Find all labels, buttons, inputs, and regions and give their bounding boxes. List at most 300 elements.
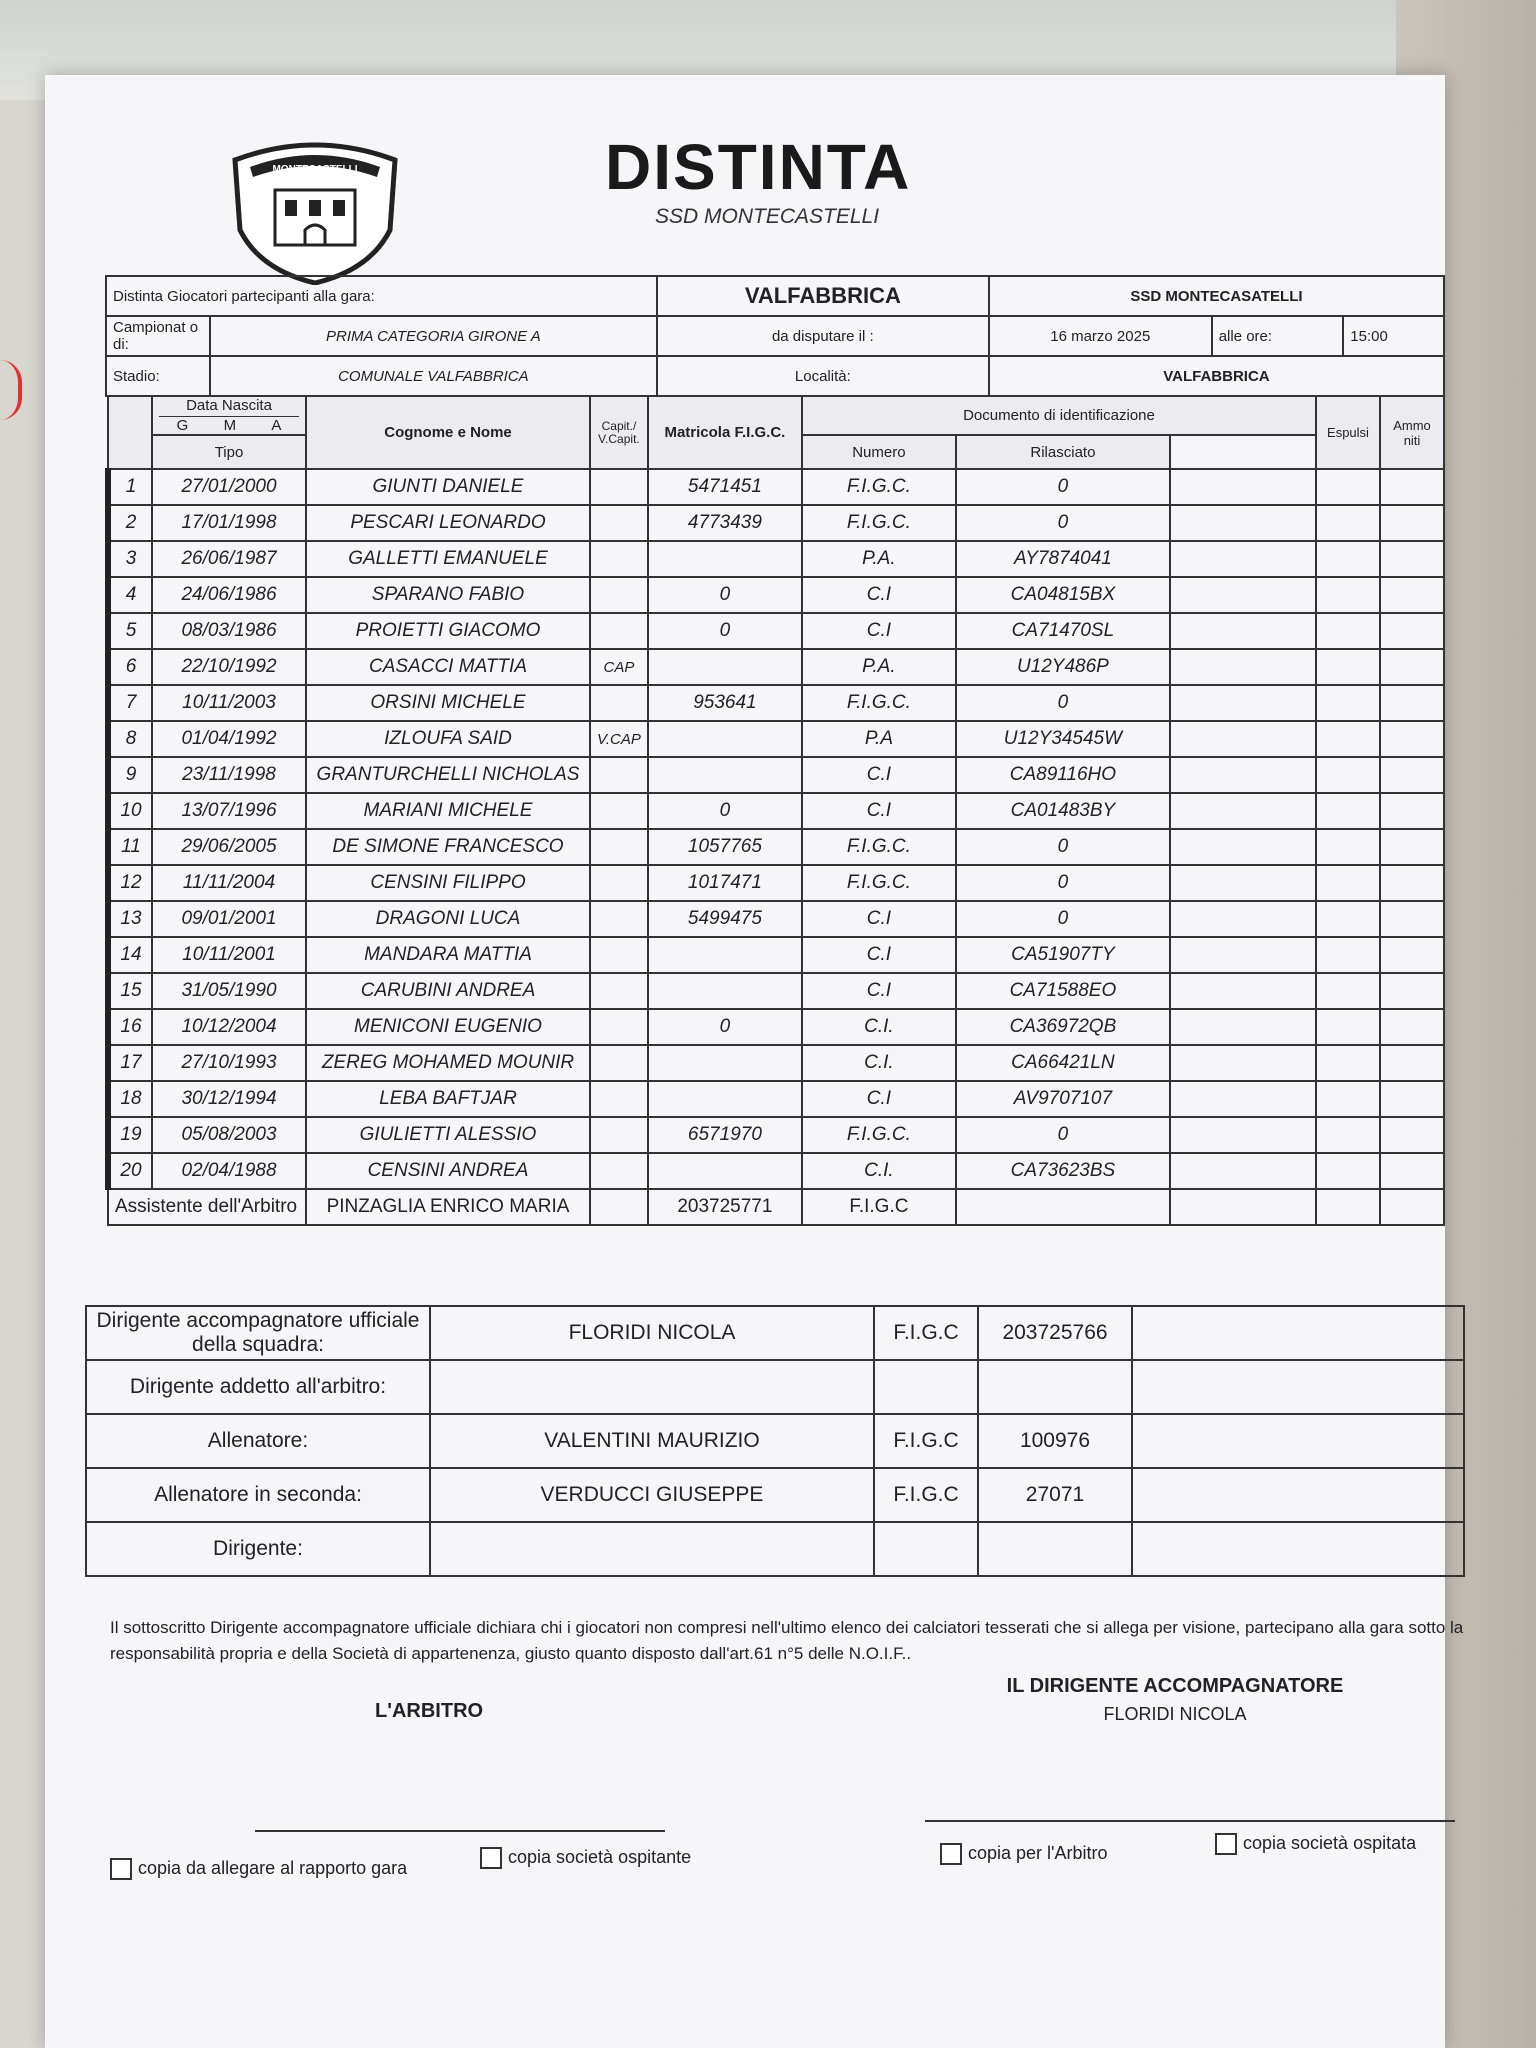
player-doc-number: CA51907TY [956,937,1170,973]
player-espulsi [1316,1045,1380,1081]
player-name: SPARANO FABIO [306,577,590,613]
player-ammoniti [1380,865,1444,901]
staff-row [86,1414,1464,1468]
player-name: ORSINI MICHELE [306,685,590,721]
player-doc-number: 0 [956,901,1170,937]
player-espulsi [1316,613,1380,649]
player-name: CASACCI MATTIA [306,649,590,685]
player-ammoniti [1380,613,1444,649]
player-captain [590,757,648,793]
player-ammoniti [1380,1045,1444,1081]
player-matricola: 0 [648,793,802,829]
staff-extra [1132,1306,1464,1360]
player-captain [590,1081,648,1117]
player-doc-type: F.I.G.C. [802,829,956,865]
player-rilasciato [1170,649,1316,685]
player-ammoniti [1380,757,1444,793]
player-birthdate: 10/11/2003 [152,685,306,721]
col-rilasciato: Rilasciato [956,435,1170,469]
player-espulsi [1316,685,1380,721]
player-matricola: 1057765 [648,829,802,865]
player-birthdate: 11/11/2004 [152,865,306,901]
player-espulsi [1316,973,1380,1009]
player-matricola: 4773439 [648,505,802,541]
player-rilasciato [1170,1045,1316,1081]
player-doc-type: C.I [802,577,956,613]
player-name: IZLOUFA SAID [306,721,590,757]
player-number: 17 [108,1045,152,1081]
player-ammoniti [1380,1153,1444,1189]
table-row [108,613,1444,649]
table-row [108,505,1444,541]
player-doc-number: AY7874041 [956,541,1170,577]
player-doc-number: 0 [956,829,1170,865]
player-espulsi [1316,469,1380,505]
col-nome: Cognome e Nome [306,396,590,469]
player-number: 5 [108,613,152,649]
player-matricola: 0 [648,1009,802,1045]
player-captain [590,1117,648,1153]
table-row [108,937,1444,973]
player-espulsi [1316,649,1380,685]
player-ammoniti [1380,901,1444,937]
declaration-text: Il sottoscritto Dirigente accompagnatore ufficiale dichiara chi i giocatori non compresi nell'ultimo elenco dei calciatori tesserati che si allega per visione, partecipano alla gara sotto la responsabilità propria e della Società di appartenenza, giusto quanto disposto dall'art.61 n°5 delle N.O.I.F.. [110,1618,1464,1663]
player-espulsi [1316,721,1380,757]
staff-doc-number: 203725766 [978,1306,1132,1360]
player-name: GRANTURCHELLI NICHOLAS [306,757,590,793]
player-ammoniti [1380,937,1444,973]
player-doc-type: F.I.G.C. [802,865,956,901]
player-name: PESCARI LEONARDO [306,505,590,541]
player-number: 18 [108,1081,152,1117]
arbitro-signature-line [255,1830,665,1832]
stadio-value: COMUNALE VALFABBRICA [210,356,657,396]
player-captain [590,793,648,829]
time-label: alle ore: [1212,316,1344,356]
staff-row [86,1360,1464,1414]
player-captain [590,685,648,721]
player-doc-number: U12Y486P [956,649,1170,685]
player-name: CARUBINI ANDREA [306,973,590,1009]
staff-extra [1132,1468,1464,1522]
player-doc-type: C.I [802,937,956,973]
player-number: 11 [108,829,152,865]
staff-doc-type: F.I.G.C [874,1468,978,1522]
player-matricola: 5471451 [648,469,802,505]
player-rilasciato [1170,829,1316,865]
player-matricola [648,1153,802,1189]
checkbox-ospitata[interactable]: copia società ospitata [1215,1833,1416,1855]
staff-name: VALENTINI MAURIZIO [430,1414,874,1468]
dirigente-signature-line [925,1820,1455,1822]
localita-value: VALFABBRICA [989,356,1444,396]
staff-doc-type: F.I.G.C [874,1414,978,1468]
player-doc-type: C.I. [802,1009,956,1045]
staff-doc-number: 100976 [978,1414,1132,1468]
match-header-table [105,275,1445,397]
staff-doc-number [978,1522,1132,1576]
col-espulsi: Espulsi [1316,396,1380,469]
player-number: 9 [108,757,152,793]
player-rilasciato [1170,613,1316,649]
player-birthdate: 08/03/1986 [152,613,306,649]
player-ammoniti [1380,1081,1444,1117]
player-birthdate: 27/10/1993 [152,1045,306,1081]
player-number: 19 [108,1117,152,1153]
table-row [108,685,1444,721]
players-table [105,395,1445,1226]
player-birthdate: 05/08/2003 [152,1117,306,1153]
checkbox-icon [940,1843,962,1865]
player-rilasciato [1170,757,1316,793]
distinta-sheet [45,75,1464,2048]
date-label: da disputare il : [657,316,989,356]
table-row [108,541,1444,577]
crest-text: MONTECASTELLI [272,164,358,175]
table-row [108,793,1444,829]
assistant-label: Assistente dell'Arbitro [108,1189,306,1225]
player-captain: V.CAP [590,721,648,757]
player-espulsi [1316,793,1380,829]
player-birthdate: 13/07/1996 [152,793,306,829]
player-ammoniti [1380,973,1444,1009]
staff-extra [1132,1522,1464,1576]
player-doc-type: C.I [802,1081,956,1117]
dirigente-name: FLORIDI NICOLA [1103,1704,1247,1724]
player-espulsi [1316,577,1380,613]
player-doc-type: P.A [802,721,956,757]
staff-doc-type [874,1522,978,1576]
player-ammoniti [1380,685,1444,721]
player-ammoniti [1380,649,1444,685]
document-title: DISTINTA [605,131,912,203]
checkbox-icon [110,1858,132,1880]
player-ammoniti [1380,829,1444,865]
table-row [108,1009,1444,1045]
player-ammoniti [1380,721,1444,757]
home-team: VALFABBRICA [657,276,989,316]
player-doc-number: 0 [956,1117,1170,1153]
col-tipo: Tipo [152,435,306,469]
col-numero: Numero [802,435,956,469]
player-rilasciato [1170,1081,1316,1117]
table-row [108,721,1444,757]
red-cord [0,360,22,420]
player-matricola: 0 [648,613,802,649]
player-matricola: 1017471 [648,865,802,901]
assistant-tipo: F.I.G.C [802,1189,956,1225]
player-doc-number: CA01483BY [956,793,1170,829]
player-birthdate: 30/12/1994 [152,1081,306,1117]
staff-role: Dirigente: [86,1522,430,1576]
player-doc-type: F.I.G.C. [802,505,956,541]
checkbox-icon [1215,1833,1237,1855]
player-birthdate: 22/10/1992 [152,649,306,685]
player-name: DE SIMONE FRANCESCO [306,829,590,865]
col-data-nascita: Data Nascita G M A [152,396,306,435]
player-captain [590,901,648,937]
staff-doc-number [978,1360,1132,1414]
staff-name: FLORIDI NICOLA [430,1306,874,1360]
staff-name: VERDUCCI GIUSEPPE [430,1468,874,1522]
dirigente-signature-label: IL DIRIGENTE ACCOMPAGNATORE FLORIDI NICOLA [975,1675,1375,1725]
player-captain [590,973,648,1009]
table-row [108,757,1444,793]
player-doc-number: CA04815BX [956,577,1170,613]
staff-row [86,1468,1464,1522]
player-birthdate: 10/11/2001 [152,937,306,973]
player-birthdate: 09/01/2001 [152,901,306,937]
player-rilasciato [1170,577,1316,613]
player-doc-type: F.I.G.C. [802,1117,956,1153]
player-captain [590,1045,648,1081]
player-name: ZEREG MOHAMED MOUNIR [306,1045,590,1081]
player-espulsi [1316,1117,1380,1153]
localita-label: Località: [657,356,989,396]
player-doc-number: CA71588EO [956,973,1170,1009]
player-name: MANDARA MATTIA [306,937,590,973]
col-ammoniti: Ammo niti [1380,396,1444,469]
player-espulsi [1316,829,1380,865]
player-captain [590,505,648,541]
player-name: CENSINI ANDREA [306,1153,590,1189]
player-espulsi [1316,541,1380,577]
table-row [108,1081,1444,1117]
player-ammoniti [1380,1117,1444,1153]
player-birthdate: 01/04/1992 [152,721,306,757]
table-row [108,1117,1444,1153]
player-doc-type: C.I. [802,1045,956,1081]
player-name: MARIANI MICHELE [306,793,590,829]
player-doc-type: P.A. [802,541,956,577]
player-birthdate: 26/06/1987 [152,541,306,577]
player-doc-number: CA66421LN [956,1045,1170,1081]
player-rilasciato [1170,865,1316,901]
checkbox-icon [480,1847,502,1869]
player-ammoniti [1380,577,1444,613]
player-ammoniti [1380,541,1444,577]
player-rilasciato [1170,541,1316,577]
player-doc-number: CA73623BS [956,1153,1170,1189]
player-espulsi [1316,865,1380,901]
player-doc-number: AV9707107 [956,1081,1170,1117]
time-value: 15:00 [1343,316,1444,356]
player-doc-type: C.I [802,973,956,1009]
player-birthdate: 27/01/2000 [152,469,306,505]
player-matricola: 0 [648,577,802,613]
player-ammoniti [1380,469,1444,505]
player-captain [590,613,648,649]
player-doc-type: F.I.G.C. [802,685,956,721]
col-matricola: Matricola F.I.G.C. [648,396,802,469]
player-name: CENSINI FILIPPO [306,865,590,901]
player-rilasciato [1170,901,1316,937]
staff-role: Allenatore: [86,1414,430,1468]
table-row [108,829,1444,865]
table-row [108,973,1444,1009]
stadio-label: Stadio: [106,356,210,396]
player-number: 10 [108,793,152,829]
checkbox-rapporto[interactable]: copia da allegare al rapporto gara [110,1858,407,1880]
player-matricola [648,757,802,793]
player-doc-type: C.I. [802,1153,956,1189]
player-number: 7 [108,685,152,721]
table-row [108,901,1444,937]
player-captain [590,937,648,973]
staff-extra [1132,1360,1464,1414]
player-ammoniti [1380,1009,1444,1045]
player-name: GIULIETTI ALESSIO [306,1117,590,1153]
staff-doc-type [874,1360,978,1414]
staff-row [86,1522,1464,1576]
player-name: GALLETTI EMANUELE [306,541,590,577]
player-doc-type: C.I [802,901,956,937]
assistant-name: PINZAGLIA ENRICO MARIA [306,1189,590,1225]
campionato-label: Campionat o di: [106,316,210,356]
table-row [108,577,1444,613]
player-rilasciato [1170,505,1316,541]
player-doc-number: CA36972QB [956,1009,1170,1045]
player-doc-number: U12Y34545W [956,721,1170,757]
player-matricola: 5499475 [648,901,802,937]
player-captain [590,829,648,865]
staff-doc-number: 27071 [978,1468,1132,1522]
player-captain [590,865,648,901]
player-name: DRAGONI LUCA [306,901,590,937]
staff-name [430,1522,874,1576]
player-captain: CAP [590,649,648,685]
date-value: 16 marzo 2025 [989,316,1212,356]
staff-table [85,1305,1465,1577]
player-doc-type: C.I [802,757,956,793]
players-label: Distinta Giocatori partecipanti alla gara: [106,276,657,316]
player-espulsi [1316,901,1380,937]
player-espulsi [1316,505,1380,541]
player-number: 3 [108,541,152,577]
player-birthdate: 17/01/1998 [152,505,306,541]
player-ammoniti [1380,793,1444,829]
player-espulsi [1316,1009,1380,1045]
arbitro-signature-label: L'ARBITRO [375,1700,484,1722]
player-number: 16 [108,1009,152,1045]
player-birthdate: 02/04/1988 [152,1153,306,1189]
player-number: 8 [108,721,152,757]
player-rilasciato [1170,1117,1316,1153]
player-birthdate: 29/06/2005 [152,829,306,865]
player-number: 1 [108,469,152,505]
player-doc-number: 0 [956,469,1170,505]
player-espulsi [1316,937,1380,973]
player-birthdate: 31/05/1990 [152,973,306,1009]
player-matricola [648,937,802,973]
staff-role: Dirigente accompagnatore ufficiale della squadra: [86,1306,430,1360]
player-rilasciato [1170,1009,1316,1045]
assistant-matricola: 203725771 [648,1189,802,1225]
player-doc-type: C.I [802,793,956,829]
player-rilasciato [1170,937,1316,973]
player-captain [590,1009,648,1045]
player-matricola: 6571970 [648,1117,802,1153]
player-name: PROIETTI GIACOMO [306,613,590,649]
player-number: 15 [108,973,152,1009]
player-espulsi [1316,1081,1380,1117]
player-doc-type: P.A. [802,649,956,685]
table-row [108,649,1444,685]
player-captain [590,541,648,577]
player-number: 2 [108,505,152,541]
col-capit: Capit./ V.Capit. [590,396,648,469]
player-matricola [648,1081,802,1117]
player-espulsi [1316,757,1380,793]
player-matricola [648,721,802,757]
player-rilasciato [1170,793,1316,829]
player-matricola [648,541,802,577]
document-subtitle: SSD MONTECASTELLI [655,205,880,228]
player-doc-number: 0 [956,685,1170,721]
player-ammoniti [1380,505,1444,541]
checkbox-ospitante[interactable]: copia società ospitante [480,1847,691,1869]
checkbox-arbitro[interactable]: copia per l'Arbitro [940,1843,1108,1865]
player-matricola [648,649,802,685]
player-espulsi [1316,1153,1380,1189]
player-captain [590,1153,648,1189]
player-rilasciato [1170,1153,1316,1189]
staff-name [430,1360,874,1414]
staff-extra [1132,1414,1464,1468]
player-matricola [648,973,802,1009]
player-rilasciato [1170,685,1316,721]
col-documento: Documento di identificazione [802,396,1316,435]
away-team: SSD MONTECASATELLI [989,276,1444,316]
player-birthdate: 10/12/2004 [152,1009,306,1045]
campionato-value: PRIMA CATEGORIA GIRONE A [210,316,657,356]
player-captain [590,577,648,613]
player-rilasciato [1170,469,1316,505]
table-row [108,1153,1444,1189]
player-birthdate: 23/11/1998 [152,757,306,793]
staff-row [86,1306,1464,1360]
player-name: GIUNTI DANIELE [306,469,590,505]
player-doc-number: 0 [956,505,1170,541]
player-doc-type: F.I.G.C. [802,469,956,505]
player-matricola [648,1045,802,1081]
table-row [108,865,1444,901]
staff-role: Dirigente addetto all'arbitro: [86,1360,430,1414]
player-captain [590,469,648,505]
player-doc-type: C.I [802,613,956,649]
player-rilasciato [1170,721,1316,757]
player-number: 12 [108,865,152,901]
staff-role: Allenatore in seconda: [86,1468,430,1522]
player-matricola: 953641 [648,685,802,721]
player-doc-number: CA71470SL [956,613,1170,649]
player-name: LEBA BAFTJAR [306,1081,590,1117]
player-number: 13 [108,901,152,937]
player-doc-number: CA89116HO [956,757,1170,793]
player-name: MENICONI EUGENIO [306,1009,590,1045]
player-number: 4 [108,577,152,613]
table-row [108,1045,1444,1081]
player-birthdate: 24/06/1986 [152,577,306,613]
table-row [108,469,1444,505]
player-number: 20 [108,1153,152,1189]
player-rilasciato [1170,973,1316,1009]
player-number: 14 [108,937,152,973]
player-number: 6 [108,649,152,685]
staff-doc-type: F.I.G.C [874,1306,978,1360]
player-doc-number: 0 [956,865,1170,901]
club-crest-logo [220,135,410,285]
